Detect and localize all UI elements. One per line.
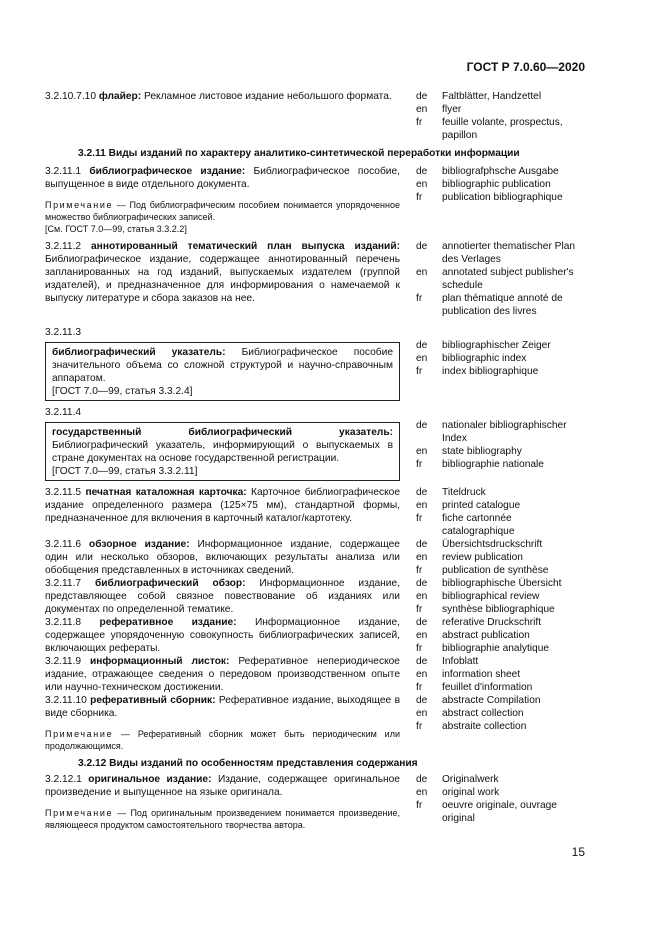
lang-code: de (416, 656, 428, 667)
lang-code: fr (416, 459, 423, 470)
boxed-term-entry (45, 326, 585, 401)
lang-code: en (416, 500, 428, 511)
translation-text: Titeldruck (442, 487, 486, 498)
lang-code: de (416, 420, 428, 431)
source-reference: [ГОСТ 7.0—99, статья 3.3.2.11] (52, 466, 198, 477)
lang-code: en (416, 179, 428, 190)
translation-text: Übersichtsdruckschrift (442, 539, 543, 550)
lang-code: en (416, 104, 428, 115)
term-number: 3.2.12.1 (45, 774, 82, 785)
note-label: Примечание (45, 200, 114, 210)
term-entry (45, 90, 585, 142)
lang-code: fr (416, 565, 423, 576)
translations (416, 616, 585, 655)
translation-text: printed catalogue (442, 500, 521, 511)
term-entry (45, 240, 585, 318)
translation-text: abstract publication (442, 630, 530, 641)
translation-text: fiche cartonnée catalographique (442, 513, 515, 537)
term-entry (45, 655, 585, 694)
term-number: 3.2.11.10 (45, 695, 87, 706)
term-name: библиографический обзор: (94, 578, 246, 589)
term-number: 3.2.11.9 (45, 656, 82, 667)
translation-text: bibliografphsche Ausgabe (442, 166, 559, 177)
translation-text: bibliographic publication (442, 179, 551, 190)
translation-text: nationaler bibliographischer Index (442, 420, 567, 444)
term-number: 3.2.11.2 (45, 241, 82, 252)
terms-section (45, 90, 585, 831)
term-name: реферативный сборник: (90, 695, 216, 706)
translation-text: annotated subject publisher's schedule (442, 267, 574, 291)
term-name: аннотированный тематический план выпуска изданий: (91, 241, 400, 252)
term-name: библиографическое издание: (89, 166, 246, 177)
translation-text: bibliographische Übersicht (442, 578, 562, 589)
term-box (45, 342, 400, 401)
lang-code: en (416, 669, 428, 680)
lang-code: de (416, 578, 428, 589)
translations (416, 486, 585, 538)
lang-code: fr (416, 643, 423, 654)
translations (416, 577, 585, 616)
translation-text: oeuvre originale, ouvrage original (442, 800, 557, 824)
term-definition: Карточное библиографическое издание определенного размера (125×75 мм), стандартной формы, предназначенное для включения в карточный каталог/картотеку. (45, 487, 400, 524)
note (45, 807, 400, 831)
translation-text: Originalwerk (442, 774, 499, 785)
term-entry (45, 577, 585, 616)
term-definition: Библиографическое пособие значительного объема со сложной структурой и научно-справочным аппаратом. (52, 347, 393, 384)
term-entry (45, 773, 585, 831)
boxed-term-entry (45, 406, 585, 481)
translation-text: flyer (442, 104, 462, 115)
translations (416, 165, 585, 204)
lang-code: fr (416, 117, 423, 128)
translation-text: publication bibliographique (442, 192, 563, 203)
translation-text: abstraite collection (442, 721, 527, 732)
lang-code: en (416, 630, 428, 641)
term-number: 3.2.11.1 (45, 166, 82, 177)
lang-code: en (416, 708, 428, 719)
term-definition: Рекламное листовое издание небольшого формата. (144, 91, 392, 102)
translation-text: publication de synthèse (442, 565, 549, 576)
lang-code: de (416, 91, 428, 102)
lang-code: en (416, 353, 428, 364)
term-number: 3.2.11.6 (45, 539, 82, 550)
translation-text: abstract collection (442, 708, 524, 719)
translation-text: plan thématique annoté de publication des livres (442, 293, 563, 317)
term-entry (45, 538, 585, 577)
translation-text: synthèse bibliographique (442, 604, 555, 615)
term-name: информационный листок: (89, 656, 230, 667)
term-definition: Информационное издание, содержащее упорядоченную совокупность библиографических записей, включающих рефераты. (45, 617, 400, 654)
term-name: флайер: (98, 91, 142, 102)
term-name: оригинальное издание: (88, 774, 212, 785)
translation-text: bibliographical review (442, 591, 540, 602)
translation-text: feuille volante, prospectus, papillon (442, 117, 563, 141)
term-name: библиографический указатель: (52, 347, 226, 358)
section-heading: 3.2.12 Виды изданий по особенностям представления содержания (78, 758, 418, 769)
lang-code: en (416, 267, 428, 278)
lang-code: en (416, 446, 428, 457)
translations (416, 90, 585, 142)
term-name: обзорное издание: (89, 539, 190, 550)
lang-code: de (416, 166, 428, 177)
term-definition: Реферативное издание, выходящее в виде сборника. (45, 695, 400, 719)
lang-code: en (416, 787, 428, 798)
translation-text: bibliographic index (442, 353, 527, 364)
lang-code: de (416, 617, 428, 628)
term-entry (45, 694, 585, 752)
term-number: 3.2.10.7.10 (45, 91, 96, 102)
note-text: — Под библиографическим пособием понимается упорядоченное множество библиографических записей. (45, 200, 400, 222)
term-definition: Информационное издание, представляющее собой связное повествование об изданиях или документах по определенной тематике. (45, 578, 400, 615)
lang-code: de (416, 241, 428, 252)
translations (416, 773, 585, 825)
translation-text: bibliographie analytique (442, 643, 550, 654)
term-name: печатная каталожная карточка: (85, 487, 247, 498)
translations (416, 326, 585, 378)
note (45, 199, 400, 223)
term-name: государственный библиографический указатель: (52, 427, 393, 438)
term-number: 3.2.11.3 (45, 327, 82, 338)
lang-code: fr (416, 192, 423, 203)
translations (416, 538, 585, 577)
term-box (45, 422, 400, 481)
translations (416, 655, 585, 694)
document-header: ГОСТ Р 7.0.60—2020 (466, 60, 585, 74)
term-number: 3.2.11.4 (45, 407, 82, 418)
term-definition: Библиографическое издание, содержащее аннотированный перечень запланированных на год изданий, выпускаемых издателем (группой издателей), и предназначенное для информирования о намечаемой к выпуску литературе и сбора заказов на нее. (45, 254, 400, 304)
lang-code: fr (416, 604, 423, 615)
translation-text: state bibliography (442, 446, 522, 457)
term-definition: Реферативное непериодическое издание, отражающее сведения о передовом производственном опыте или научно-техническом достижении. (45, 656, 400, 693)
note (45, 728, 400, 752)
term-number: 3.2.11.7 (45, 578, 82, 589)
lang-code: fr (416, 721, 423, 732)
translation-text: bibliographie nationale (442, 459, 544, 470)
term-number: 3.2.11.5 (45, 487, 82, 498)
translation-text: review publication (442, 552, 523, 563)
term-entry (45, 616, 585, 655)
translations (416, 240, 585, 318)
term-definition: Библиографический указатель, информирующий о выпускаемых в стране документах на основе государственной регистрации. (52, 440, 393, 464)
note-text: — Реферативный сборник может быть периодическим или продолжающимся. (45, 729, 400, 751)
term-definition: Информационное издание, содержащее один или несколько обзоров, включающих результаты анализа или обобщения представленных в источниках сведений. (45, 539, 400, 576)
term-entry (45, 165, 585, 235)
lang-code: en (416, 591, 428, 602)
translation-text: feuillet d'information (442, 682, 533, 693)
translations (416, 694, 585, 733)
lang-code: fr (416, 682, 423, 693)
lang-code: de (416, 539, 428, 550)
translation-text: Faltblätter, Handzettel (442, 91, 542, 102)
term-entry (45, 486, 585, 538)
lang-code: fr (416, 293, 423, 304)
source-reference: [ГОСТ 7.0—99, статья 3.3.2.4] (52, 386, 193, 397)
lang-code: de (416, 487, 428, 498)
lang-code: fr (416, 513, 423, 524)
translation-text: bibliographischer Zeiger (442, 340, 551, 351)
lang-code: de (416, 774, 428, 785)
translation-text: index bibliographique (442, 366, 539, 377)
lang-code: de (416, 695, 428, 706)
page-number: 15 (571, 845, 585, 859)
translations (416, 406, 585, 471)
translation-text: referative Druckschrift (442, 617, 542, 628)
translation-text: annotierter thematischer Plan des Verlages (442, 241, 576, 265)
source-reference: [См. ГОСТ 7.0—99, статья 3.3.2.2] (45, 224, 187, 234)
translation-text: information sheet (442, 669, 521, 680)
lang-code: de (416, 340, 428, 351)
note-label: Примечание (45, 729, 114, 739)
term-definition: Издание, содержащее оригинальное произведение и выпущенное на языке оригинала. (45, 774, 400, 798)
translation-text: Infoblatt (442, 656, 479, 667)
term-definition: Библиографическое пособие, выпущенное в виде отдельного документа. (45, 166, 400, 190)
lang-code: en (416, 552, 428, 563)
note-label: Примечание (45, 808, 114, 818)
translation-text: original work (442, 787, 500, 798)
term-name: реферативное издание: (99, 617, 237, 628)
translation-text: abstracte Compilation (442, 695, 541, 706)
section-heading: 3.2.11 Виды изданий по характеру аналитико-синтетической переработки информации (78, 148, 520, 159)
lang-code: fr (416, 366, 423, 377)
lang-code: fr (416, 800, 423, 811)
note-text: — Под оригинальным произведением понимается произведение, являющееся продуктом самостоятельного творчества автора. (45, 808, 400, 830)
term-number: 3.2.11.8 (45, 617, 82, 628)
